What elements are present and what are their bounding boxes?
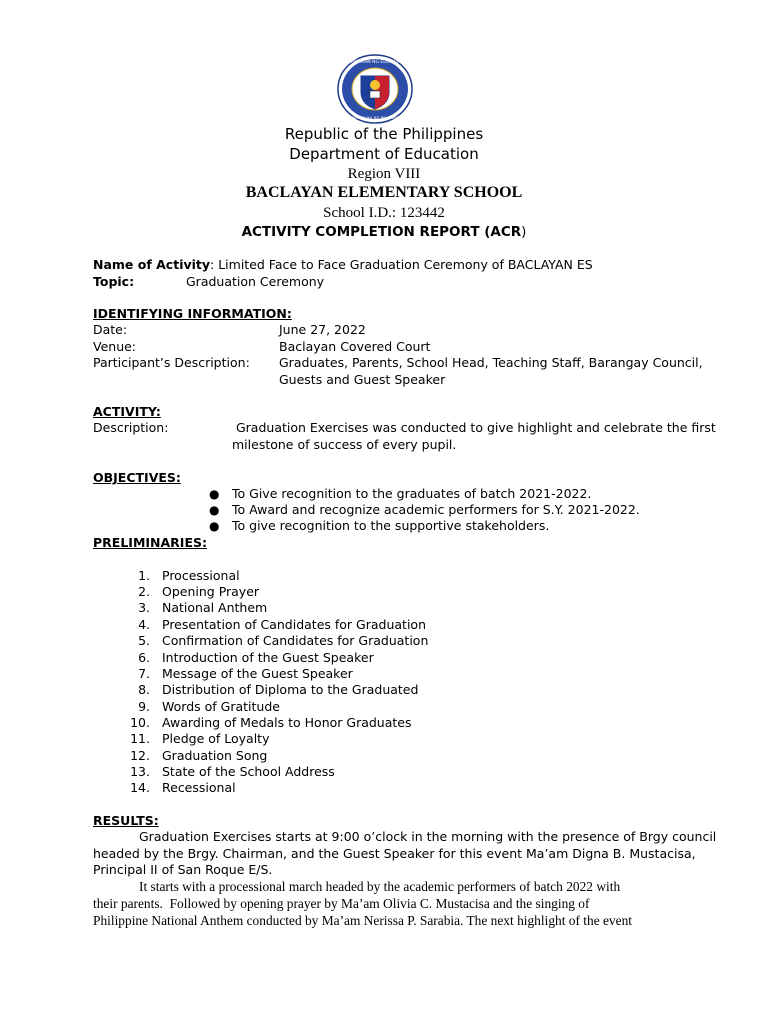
school-name: BACLAYAN ELEMENTARY SCHOOL <box>245 184 523 201</box>
list-item-number: 9. <box>138 699 150 714</box>
seal-ring-bottom-text: REPUBLIKA NG PILIPINAS <box>351 115 399 120</box>
list-item-number: 12. <box>130 748 150 763</box>
date-label: Date: <box>93 322 128 337</box>
results-para2-line1: It starts with a processional march headed by the academic performers of batch 2022 with <box>139 879 621 894</box>
report-title-paren: ) <box>521 224 527 240</box>
region-line: Region VIII <box>347 166 421 182</box>
list-item-number: 2. <box>138 584 150 599</box>
preliminaries-heading: PRELIMINARIES: <box>93 535 207 550</box>
venue-value: Baclayan Covered Court <box>279 339 431 354</box>
list-item-number: 14. <box>130 780 150 795</box>
list-item-number: 6. <box>138 650 150 665</box>
school-id: School I.D.: 123442 <box>323 205 445 221</box>
results-para1-line3: Principal II of San Roque E/S. <box>93 862 273 877</box>
bullet-icon: ● <box>209 503 220 517</box>
participants-label: Participant’s Description: <box>93 355 250 370</box>
list-item-number: 11. <box>130 731 150 746</box>
list-item: Presentation of Candidates for Graduation <box>162 617 426 632</box>
results-para2-line2: their parents. Followed by opening prayer by Ma’am Olivia C. Mustacisa and the singing of <box>93 896 590 911</box>
description-label: Description: <box>93 420 169 435</box>
list-item: National Anthem <box>162 600 268 615</box>
list-item: Awarding of Medals to Honor Graduates <box>162 715 412 730</box>
venue-label: Venue: <box>93 339 137 354</box>
bullet-icon: ● <box>209 487 220 501</box>
list-item: Opening Prayer <box>162 584 260 599</box>
list-item: Processional <box>162 568 240 583</box>
list-item: Recessional <box>162 780 236 795</box>
deped-seal-logo <box>337 54 413 124</box>
list-item-number: 5. <box>138 633 150 648</box>
list-item: Distribution of Diploma to the Graduated <box>162 682 419 697</box>
department-line: Department of Education <box>289 145 479 163</box>
objective-item: To Give recognition to the graduates of batch 2021-2022. <box>232 486 592 501</box>
description-line1: Graduation Exercises was conducted to give highlight and celebrate the first <box>232 420 716 435</box>
topic-label: Topic: <box>93 274 135 289</box>
objectives-heading: OBJECTIVES: <box>93 470 181 485</box>
report-title <box>0 223 768 241</box>
list-item-number: 4. <box>138 617 150 632</box>
list-item: Pledge of Loyalty <box>162 731 270 746</box>
list-item-number: 8. <box>138 682 150 697</box>
objective-item: To give recognition to the supportive stakeholders. <box>232 518 550 533</box>
list-item-number: 7. <box>138 666 150 681</box>
list-item: Confirmation of Candidates for Graduation <box>162 633 429 648</box>
objective-item: To Award and recognize academic performers for S.Y. 2021-2022. <box>232 502 640 517</box>
date-value: June 27, 2022 <box>279 322 366 337</box>
results-para1-line1: Graduation Exercises starts at 9:00 o’clock in the morning with the presence of Brgy council <box>139 829 717 844</box>
activity-heading: ACTIVITY: <box>93 404 161 419</box>
activity-name-row <box>93 257 593 273</box>
topic-value: Graduation Ceremony <box>186 274 325 289</box>
bullet-icon: ● <box>209 519 220 533</box>
identifying-heading: IDENTIFYING INFORMATION: <box>93 306 292 321</box>
description-line2: milestone of success of every pupil. <box>232 437 457 452</box>
activity-name-value: : Limited Face to Face Graduation Ceremony of BACLAYAN ES <box>210 257 593 272</box>
list-item: Introduction of the Guest Speaker <box>162 650 374 665</box>
list-item-number: 1. <box>138 568 150 583</box>
list-item: State of the School Address <box>162 764 335 779</box>
results-para2-line3: Philippine National Anthem conducted by Ma’am Nerissa P. Sarabia. The next highlight of the event <box>93 913 632 928</box>
list-item: Message of the Guest Speaker <box>162 666 353 681</box>
list-item-number: 3. <box>138 600 150 615</box>
activity-name-label: Name of Activity <box>93 257 211 272</box>
republic-line: Republic of the Philippines <box>284 125 484 143</box>
results-para1-line2: headed by the Brgy. Chairman, and the Guest Speaker for this event Ma’am Digna B. Mustacisa, <box>93 846 696 861</box>
report-title-text: ACTIVITY COMPLETION REPORT (ACR <box>241 224 522 240</box>
results-heading: RESULTS: <box>93 813 159 828</box>
participants-value-line2: Guests and Guest Speaker <box>279 372 446 387</box>
list-item-number: 10. <box>130 715 150 730</box>
list-item-number: 13. <box>130 764 150 779</box>
list-item: Graduation Song <box>162 748 268 763</box>
list-item: Words of Gratitude <box>162 699 280 714</box>
seal-ring-top-text: KAGAWARAN NG EDUKASYON <box>341 60 409 65</box>
participants-value-line1: Graduates, Parents, School Head, Teaching Staff, Barangay Council, <box>279 355 703 370</box>
